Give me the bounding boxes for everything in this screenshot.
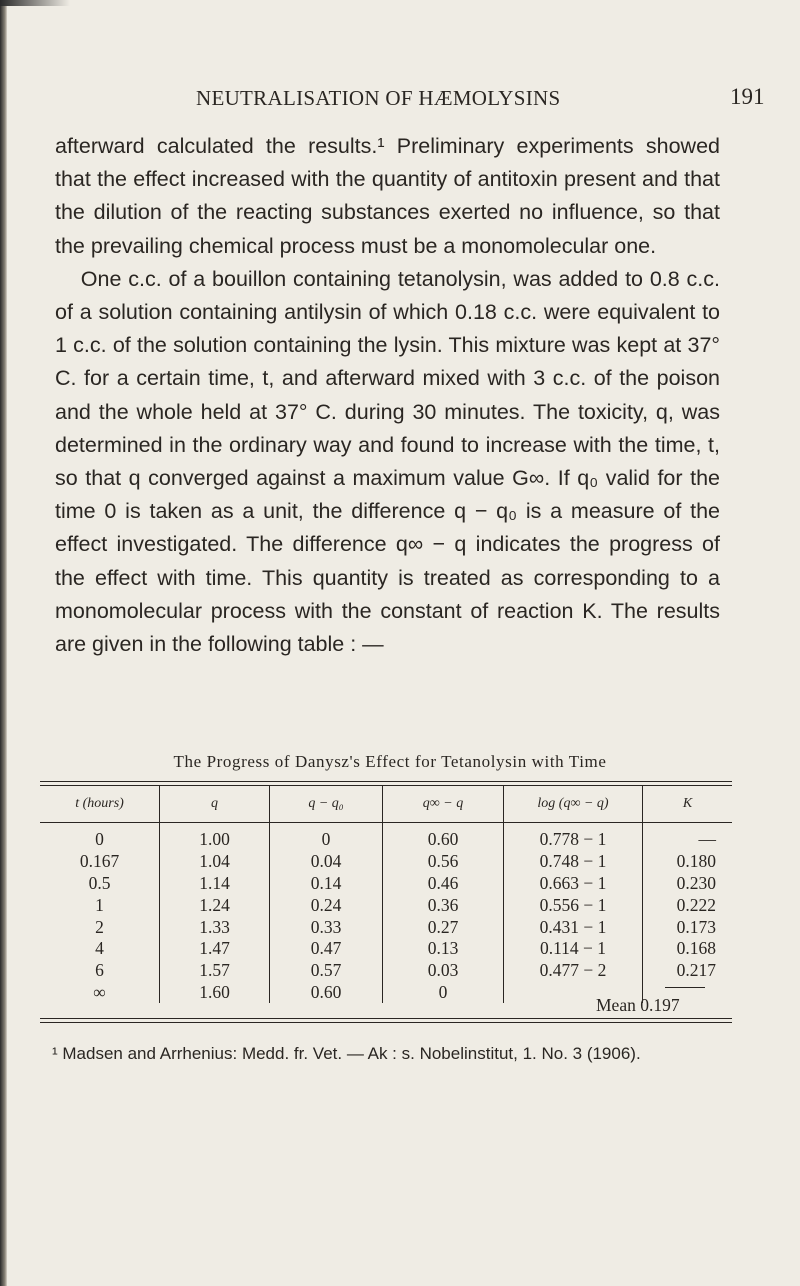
paragraph-2: One c.c. of a bouillon containing tetanolysin, was added to 0.8 c.c. of a solution containing antilysin of which 0.18 c.c. were equivalent to 1 c.c. of the solution containing the lysin. This mixture was kept at 37° C. for a certain time, t, and afterward mixed with 3 c.c. of the poison and the whole held at 37° C. during 30 minutes. The toxicity, q, was determined in the ordinary way and found to increase with the time, t, so that q converged against a maximum value G∞. If q₀ valid for the time 0 is taken as a unit, the difference q − q₀ is a measure of the effect investigated. The difference q∞ − q indicates the progress of the effect with time. This quantity is treated as corresponding to a monomolecular process with the constant of reaction K. The results are given in the following table : —	[55, 266, 720, 657]
table-header-row	[40, 786, 732, 823]
running-head: NEUTRALISATION OF HÆMOLYSINS	[196, 86, 561, 110]
table-cell: 0.222	[643, 894, 733, 916]
header-q-minus-q0: q − q₀	[270, 786, 383, 823]
table-cell: 1.60	[160, 982, 270, 1004]
table-cell: 4	[95, 938, 104, 959]
table-cell: 2	[95, 916, 104, 937]
table-cell: 1.14	[160, 873, 270, 895]
mean-rule	[665, 987, 705, 988]
table-cell: 0	[95, 829, 104, 850]
footnote: ¹ Madsen and Arrhenius: Medd. fr. Vet. — Ak : s. Nobelinstitut, 1. No. 3 (1906).	[52, 1044, 641, 1063]
table-cell: 0.04	[270, 851, 383, 873]
table-cell: 0.173	[643, 916, 733, 938]
page-corner-shadow	[0, 0, 70, 6]
table-cell: ∞	[93, 981, 106, 1002]
table-cell: 0.477 − 2	[504, 960, 643, 982]
table-cell: 0.230	[643, 873, 733, 895]
table-cell: 0.167	[79, 851, 120, 872]
table-cell: 0.36	[383, 894, 504, 916]
table-cell: 0.56	[383, 851, 504, 873]
table-row	[40, 916, 732, 938]
table-row	[40, 894, 732, 916]
table-row	[40, 938, 732, 960]
page-number: 191	[730, 84, 765, 109]
table-cell: 1.57	[160, 960, 270, 982]
table-cell: 1.33	[160, 916, 270, 938]
header-k: K	[643, 786, 733, 823]
table-cell: 0.60	[270, 982, 383, 1004]
table-cell: 0.217	[643, 960, 733, 982]
table-row	[40, 873, 732, 895]
table-bottom-rule-2	[40, 1022, 732, 1023]
page-edge-shadow	[0, 0, 7, 1286]
table-row	[40, 823, 732, 851]
table-cell: 0.57	[270, 960, 383, 982]
table-row	[40, 851, 732, 873]
table-cell: 0.180	[643, 851, 733, 873]
paragraph-1: afterward calculated the results.¹ Preliminary experiments showed that the effect increased with the quantity of antitoxin present and that the dilution of the reacting substances exerted no influence, so that the prevailing chemical process must be a monomolecular one.	[55, 134, 720, 258]
table-cell: 0.5	[88, 872, 111, 893]
body-text	[55, 130, 720, 661]
table-title: The Progress of Danysz's Effect for Tetanolysin with Time	[173, 752, 607, 771]
table-cell: 1	[95, 894, 104, 915]
header-log: log (q∞ − q)	[504, 786, 643, 823]
table-cell: 6	[95, 960, 104, 981]
mean-value: Mean 0.197	[596, 995, 680, 1015]
table-cell: 0.46	[383, 873, 504, 895]
table-cell: 1.04	[160, 851, 270, 873]
table-cell: 0.114 − 1	[504, 938, 643, 960]
table-cell: 0.27	[383, 916, 504, 938]
results-table	[40, 786, 732, 1003]
table-cell: 0.14	[270, 873, 383, 895]
table-cell: 0.47	[270, 938, 383, 960]
table-cell: —	[643, 823, 733, 851]
table-cell: 0.778 − 1	[504, 823, 643, 851]
table-cell: 0	[270, 823, 383, 851]
table-cell: 0.431 − 1	[504, 916, 643, 938]
table-cell: 0.748 − 1	[504, 851, 643, 873]
header-q: q	[160, 786, 270, 823]
header-t: t (hours)	[40, 786, 160, 823]
table-cell: 0.03	[383, 960, 504, 982]
table-cell: 0.13	[383, 938, 504, 960]
table-cell: 0.60	[383, 823, 504, 851]
table-cell: 1.24	[160, 894, 270, 916]
table-cell: 0	[383, 982, 504, 1004]
table-top-rule-1	[40, 781, 732, 782]
table-cell: 0.24	[270, 894, 383, 916]
table-bottom-rule-1	[40, 1018, 732, 1019]
header-qinf-minus-q: q∞ − q	[383, 786, 504, 823]
table-row	[40, 960, 732, 982]
table-cell: 1.00	[160, 823, 270, 851]
table-cell: 0.168	[643, 938, 733, 960]
table-cell: 0.33	[270, 916, 383, 938]
table-cell: 0.663 − 1	[504, 873, 643, 895]
table-cell: 1.47	[160, 938, 270, 960]
table-cell: 0.556 − 1	[504, 894, 643, 916]
